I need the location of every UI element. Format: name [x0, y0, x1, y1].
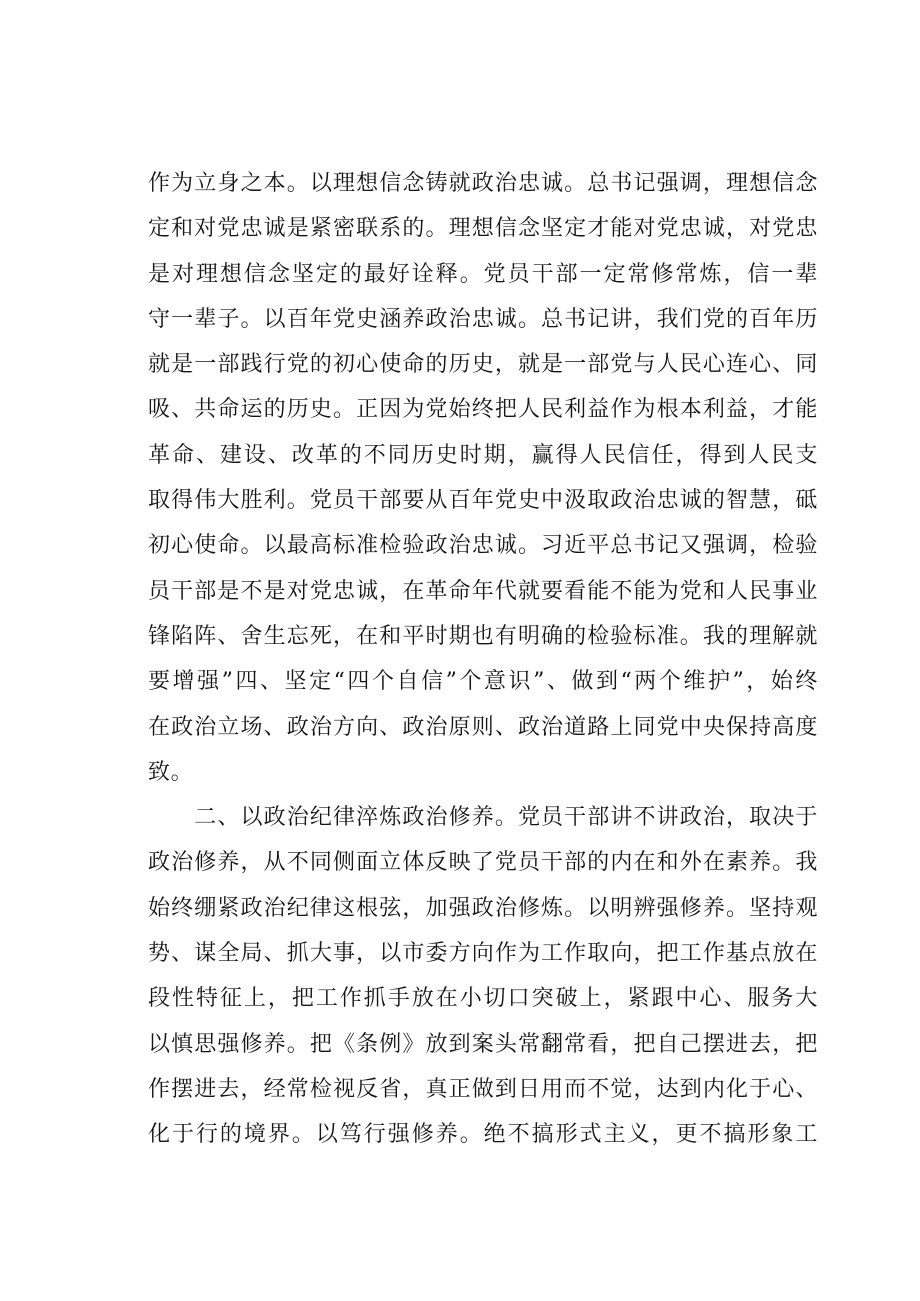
text-line: 化于行的境界。以笃行强修养。绝不搞形式主义，更不搞形象工: [148, 1122, 818, 1148]
text-line: 作摆进去，经常检视反省，真正做到日用而不觉，达到内化于心、: [148, 1076, 818, 1102]
text-line: 始终绷紧政治纪律这根弦，加强政治修炼。以明辨强修养。坚持观: [148, 895, 818, 921]
text-line: 以慎思强修养。把《条例》放到案头常翻常看，把自己摆进去，把: [148, 1031, 818, 1057]
text-line: 势、谋全局、抓大事，以市委方向作为工作取向，把工作基点放在: [148, 941, 818, 967]
text-line: 取得伟大胜利。党员干部要从百年党史中汲取政治忠诚的智慧，砥: [148, 488, 818, 514]
text-line: 锋陷阵、舍生忘死，在和平时期也有明确的检验标准。我的理解就: [148, 623, 818, 649]
text-line: 政治修养，从不同侧面立体反映了党员干部的内在和外在素养。我: [148, 850, 818, 876]
text-line: 革命、建设、改革的不同历史时期，赢得人民信任，得到人民支: [148, 442, 818, 468]
text-line: 员干部是不是对党忠诚，在革命年代就要看能不能为党和人民事业: [148, 578, 818, 604]
paragraph-start-line: 二、以政治纪律淬炼政治修养。党员干部讲不讲政治，取决于: [194, 805, 818, 831]
text-line: 作为立身之本。以理想信念铸就政治忠诚。总书记强调，理想信念: [148, 171, 818, 196]
text-line: 吸、共命运的历史。正因为党始终把人民利益作为根本利益，才能: [148, 397, 818, 423]
text-line: 定和对党忠诚是紧密联系的。理想信念坚定才能对党忠诚，对党忠: [148, 216, 818, 242]
text-line: 在政治立场、政治方向、政治原则、政治道路上同党中央保持高度: [148, 714, 818, 740]
text-line: 初心使命。以最高标准检验政治忠诚。习近平总书记又强调，检验: [148, 533, 818, 559]
text-line: 段性特征上，把工作抓手放在小切口突破上，紧跟中心、服务大: [148, 986, 818, 1012]
text-line: 要增强”四、坚定“四个自信”个意识”、做到“两个维护”，始终: [148, 669, 818, 695]
text-line: 守一辈子。以百年党史涵养政治忠诚。总书记讲，我们党的百年历: [148, 306, 818, 332]
text-line: 就是一部践行党的初心使命的历史，就是一部党与人民心连心、同: [148, 352, 818, 378]
text-line: 致。: [148, 759, 194, 785]
text-line: 是对理想信念坚定的最好诠释。党员干部一定常修常炼，信一辈: [148, 261, 818, 287]
body-text: [148, 161, 818, 1158]
